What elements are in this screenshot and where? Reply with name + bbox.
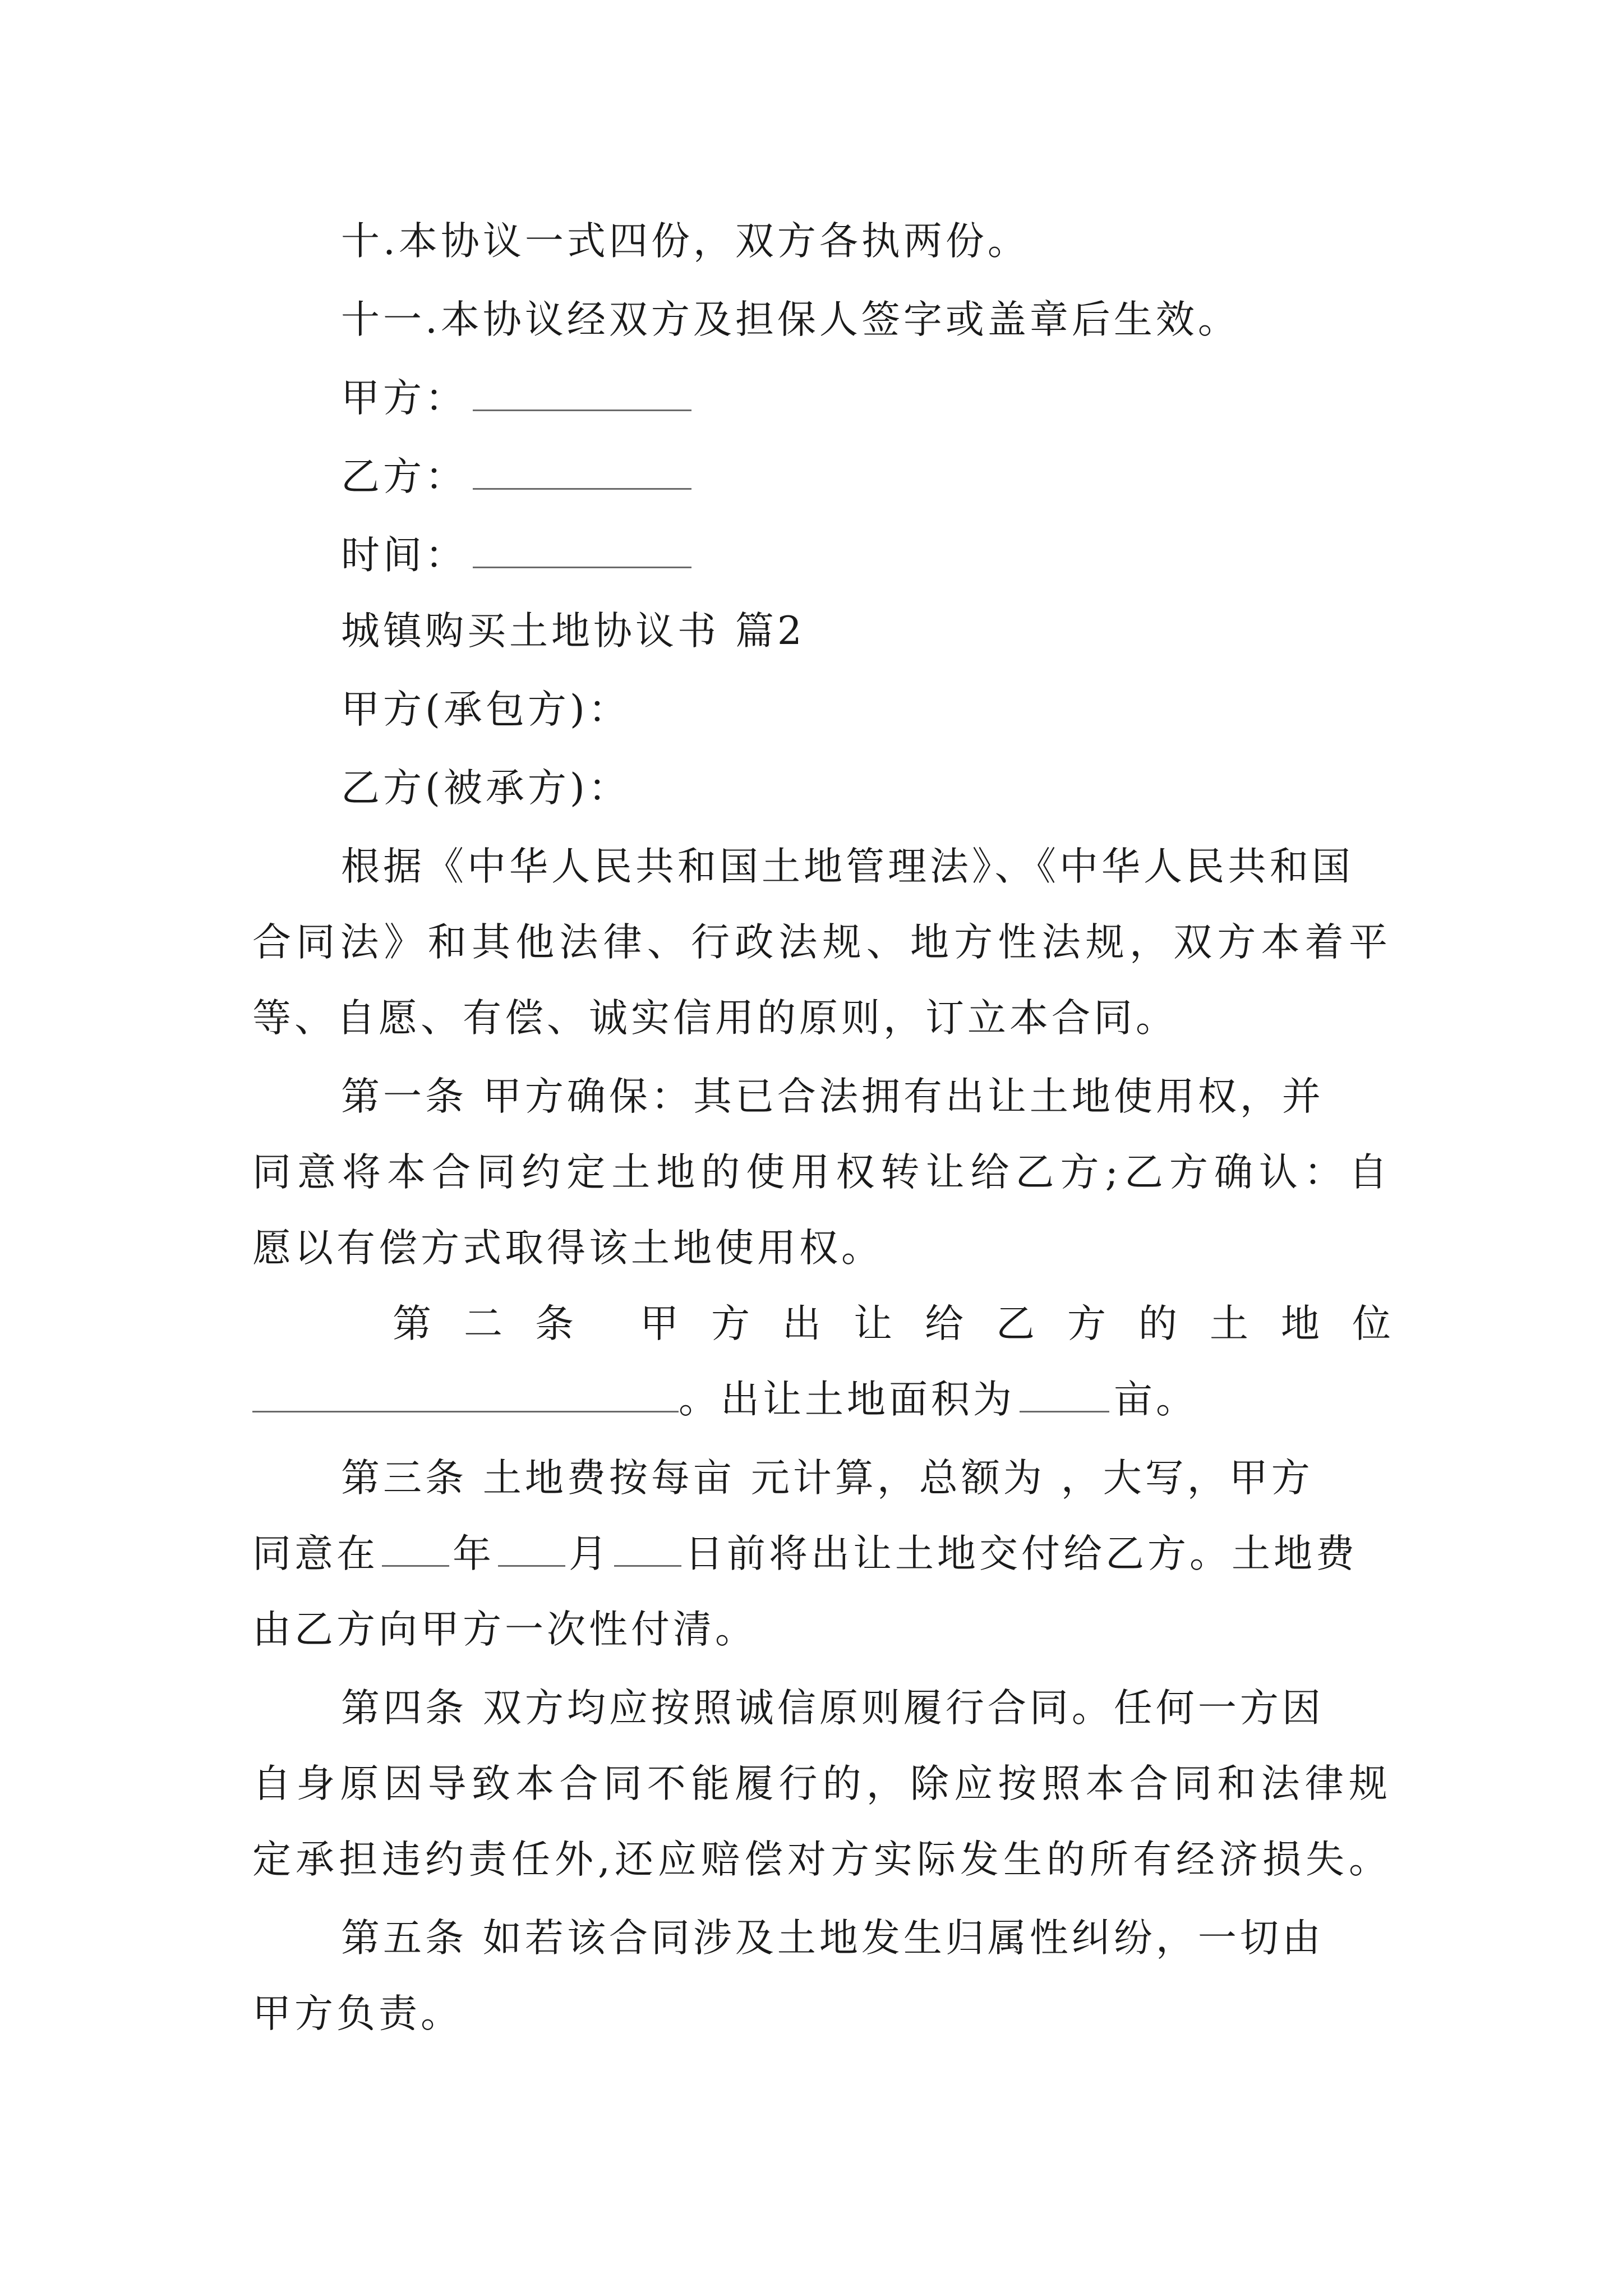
article-4-line-3: 定承担违约责任外,还应赔偿对方实际发生的所有经济损失。 [252,1837,1391,1882]
signature-party-b [341,454,691,499]
month-blank [498,1533,565,1567]
year-label: 年 [453,1531,495,1576]
article-5-line-1: 第五条 如若该合同涉及土地发生归属性纠纷，一切由 [341,1916,1324,1961]
article-2-unit: 亩。 [1114,1377,1198,1422]
article-3-line-2 [252,1531,1358,1576]
article-4-line-1: 第四条 双方均应按照诚信原则履行合同。任何一方因 [341,1686,1324,1731]
article-2-char: 条 [535,1301,574,1346]
article-2-char: 位 [1352,1301,1391,1346]
intro-line-2: 合同法》和其他法律、行政法规、地方性法规，双方本着平 [252,920,1391,965]
party-a-line: 甲方(承包方)： [341,687,630,732]
article-1-line-3: 愿以有偿方式取得该土地使用权。 [252,1226,883,1271]
signature-party-b-label: 乙方： [341,454,467,499]
intro-line-3: 等、自愿、有偿、诚实信用的原则，订立本合同。 [252,996,1178,1041]
article-2-line-2 [252,1377,1198,1422]
signature-party-a-blank [473,377,691,411]
signature-time-label: 时间： [341,533,467,578]
clause-10: 十.本协议一式四份，双方各执两份。 [341,219,1030,264]
year-blank [382,1533,449,1567]
article-2-line-1 [393,1301,1391,1346]
article-3-agree-text: 同意在 [252,1531,379,1576]
article-2-char: 甲 [640,1301,679,1346]
article-2-char: 出 [782,1301,821,1346]
article-2-char: 的 [1138,1301,1177,1346]
intro-line-1: 根据《中华人民共和国土地管理法》、《中华人民共和国 [341,844,1354,889]
article-2-char: 第 [393,1301,431,1346]
signature-party-a-label: 甲方： [341,376,467,421]
article-4-line-2: 自身原因导致本合同不能履行的，除应按照本合同和法律规 [252,1761,1391,1806]
article-2-char: 给 [925,1301,963,1346]
land-location-blank [252,1378,679,1412]
article-2-char: 乙 [996,1301,1035,1346]
article-2-area-text: 。出让土地面积为 [679,1377,1015,1422]
article-2-char: 方 [1067,1301,1106,1346]
article-3-line-3: 由乙方向甲方一次性付清。 [252,1607,757,1652]
signature-time-blank [473,534,691,568]
month-label: 月 [569,1531,611,1576]
day-blank [614,1533,681,1567]
clause-11: 十一.本协议经双方及担保人签字或盖章后生效。 [341,297,1240,342]
article-1-line-1: 第一条 甲方确保：其已合法拥有出让土地使用权，并 [341,1074,1324,1119]
article-2-char: 方 [711,1301,750,1346]
article-5-line-2: 甲方负责。 [252,1991,463,2036]
article-2-char: 土 [1210,1301,1248,1346]
article-2-char: 让 [854,1301,892,1346]
article-3-line-1: 第三条 土地费按每亩 元计算，总额为 ，大写，甲方 [341,1456,1313,1501]
signature-party-b-blank [473,455,691,490]
article-2-char: 二 [464,1301,502,1346]
land-area-blank [1020,1378,1109,1412]
party-b-line: 乙方(被承方)： [341,766,630,811]
signature-party-a [341,376,691,421]
article-2-char: 地 [1281,1301,1320,1346]
article-1-line-2: 同意将本合同约定土地的使用权转让给乙方;乙方确认：自 [252,1150,1391,1195]
signature-time [341,533,691,578]
article-3-delivery-text: 日前将出让土地交付给乙方。土地费 [685,1531,1358,1576]
section-title: 城镇购买土地协议书 篇2 [341,609,805,654]
